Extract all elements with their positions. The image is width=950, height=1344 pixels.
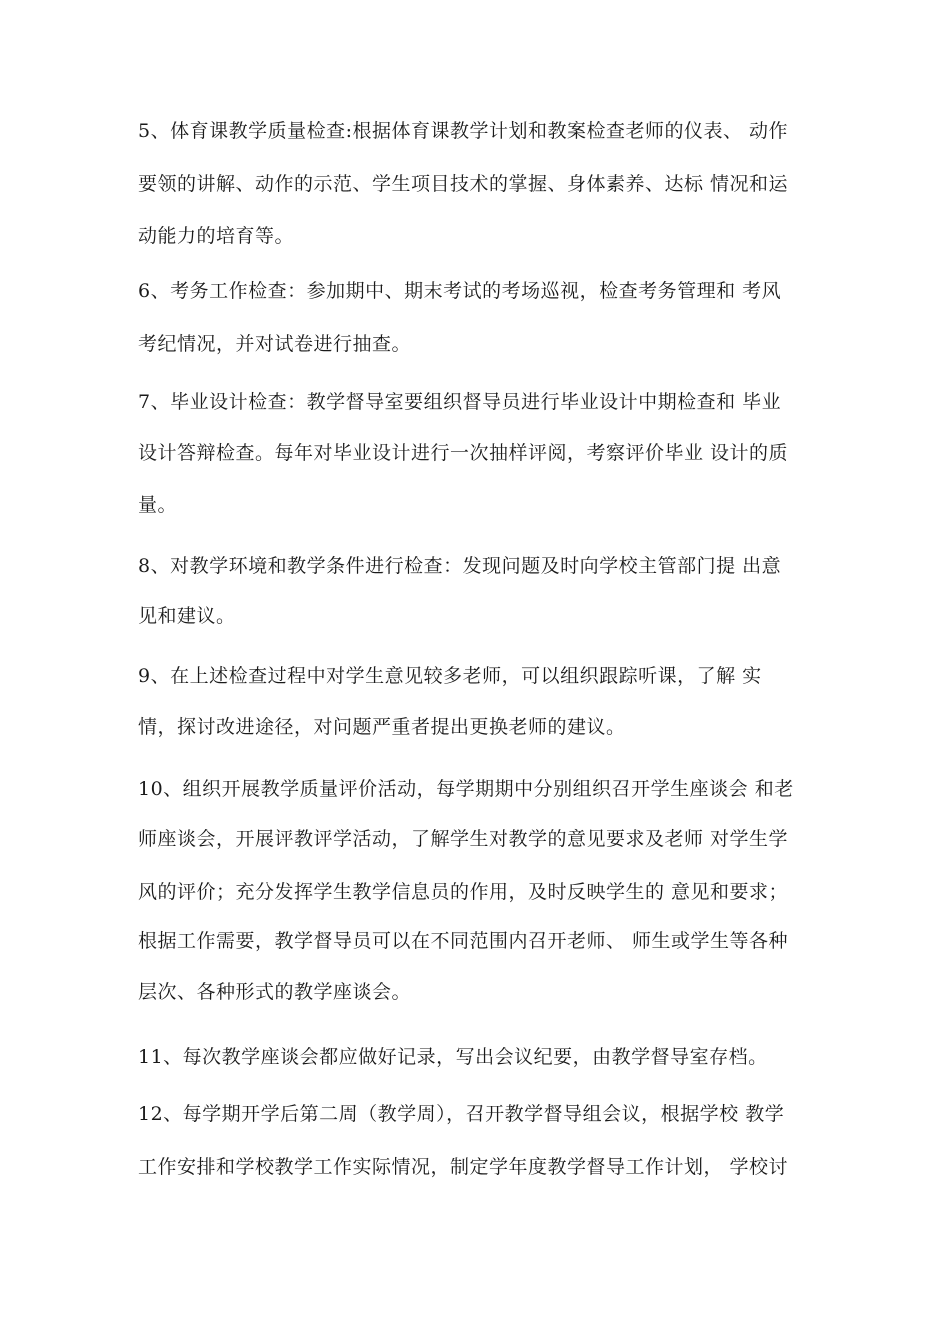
text-line: 工作安排和学校教学工作实际情况，制定学年度教学督导工作计划， 学校讨 (138, 1156, 789, 1178)
text-line: 8、对教学环境和教学条件进行检查：发现问题及时向学校主管部门提 出意 (138, 555, 782, 577)
text-line: 7、毕业设计检查：教学督导室要组织督导员进行毕业设计中期检查和 毕业 (138, 391, 782, 413)
text-line: 见和建议。 (138, 605, 236, 627)
text-line: 5、体育课教学质量检查:根据体育课教学计划和教案检查老师的仪表、 动作 (138, 120, 789, 142)
text-line: 11、每次教学座谈会都应做好记录，写出会议纪要，由教学督导室存档。 (138, 1046, 768, 1068)
text-line: 10、组织开展教学质量评价活动，每学期期中分别组织召开学生座谈会 和老 (138, 778, 794, 800)
text-line: 考纪情况，并对试卷进行抽查。 (138, 333, 412, 355)
text-line: 6、考务工作检查：参加期中、期末考试的考场巡视，检查考务管理和 考风 (138, 280, 782, 302)
text-line: 12、每学期开学后第二周（教学周），召开教学督导组会议，根据学校 教学 (138, 1103, 785, 1125)
text-line: 师座谈会，开展评教评学活动，了解学生对教学的意见要求及老师 对学生学 (138, 828, 789, 850)
text-line: 动能力的培育等。 (138, 225, 295, 247)
text-line: 风的评价；充分发挥学生教学信息员的作用，及时反映学生的 意见和要求； (138, 881, 789, 903)
text-line: 情，探讨改进途径，对问题严重者提出更换老师的建议。 (138, 716, 626, 738)
text-line: 层次、各种形式的教学座谈会。 (138, 981, 412, 1003)
text-line: 设计答辩检查。每年对毕业设计进行一次抽样评阅，考察评价毕业 设计的质 (138, 442, 789, 464)
text-line: 根据工作需要，教学督导员可以在不同范围内召开老师、 师生或学生等各种 (138, 930, 789, 952)
text-line: 9、在上述检查过程中对学生意见较多老师，可以组织跟踪听课，了解 实 (138, 665, 762, 687)
text-line: 要领的讲解、动作的示范、学生项目技术的掌握、身体素养、达标 情况和运 (138, 173, 789, 195)
text-line: 量。 (138, 494, 178, 516)
